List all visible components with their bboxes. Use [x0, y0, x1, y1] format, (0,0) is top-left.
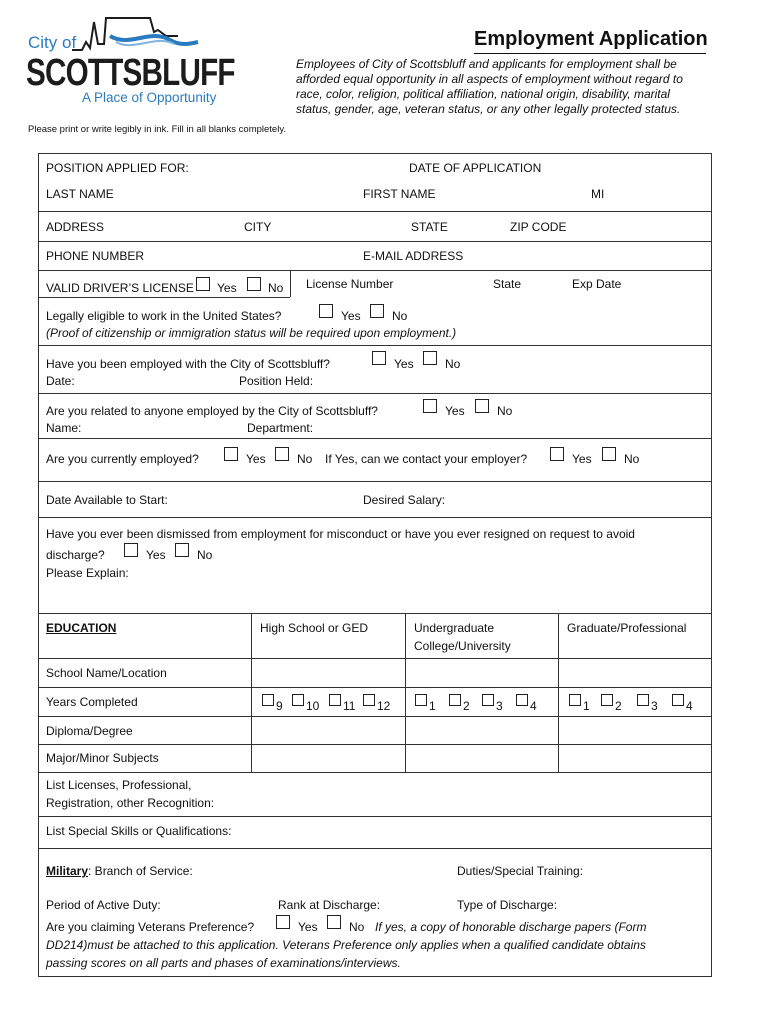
- related-no-checkbox[interactable]: [475, 399, 489, 413]
- contact-employer-yes-label: Yes: [572, 452, 592, 466]
- rank-discharge-label: Rank at Discharge:: [278, 898, 381, 912]
- duties-training-label: Duties/Special Training:: [457, 864, 584, 878]
- years-completed-label: Years Completed: [46, 695, 138, 709]
- position-applied-label: POSITION APPLIED FOR:: [46, 161, 189, 175]
- currently-employed-question: Are you currently employed?: [46, 452, 199, 466]
- education-col-graduate: Graduate/Professional: [567, 621, 687, 635]
- dismissed-yes-label: Yes: [146, 548, 166, 562]
- veterans-no-label: No: [349, 920, 365, 934]
- eligible-question: Legally eligible to work in the United States?: [46, 309, 282, 323]
- military-label: Military: [46, 864, 89, 878]
- dismissed-question: Have you ever been dismissed from employment for misconduct or have you ever resigned on request to avoid: [46, 527, 635, 541]
- grad-year-2-checkbox[interactable]: [601, 694, 613, 706]
- logo-city-of: City of: [28, 33, 77, 52]
- logo-name: SCOTTSBLUFF: [26, 52, 235, 94]
- related-department-label: Department:: [247, 421, 314, 435]
- dismissed-no-checkbox[interactable]: [175, 543, 189, 557]
- hs-year-11-checkbox[interactable]: [329, 694, 341, 706]
- eligible-yes-checkbox[interactable]: [319, 304, 333, 318]
- veterans-yes-checkbox[interactable]: [276, 915, 290, 929]
- date-of-application-label: DATE OF APPLICATION: [409, 161, 542, 175]
- school-name-label: School Name/Location: [46, 666, 167, 680]
- major-minor-label: Major/Minor Subjects: [46, 751, 159, 765]
- dismissed-question-cont: discharge?: [46, 548, 105, 562]
- ug-year-label: 1: [429, 699, 436, 713]
- city-label: CITY: [244, 220, 272, 234]
- employed-city-no-label: No: [445, 357, 461, 371]
- dismissed-no-label: No: [197, 548, 213, 562]
- education-col-high-school: High School or GED: [260, 621, 369, 635]
- related-yes-checkbox[interactable]: [423, 399, 437, 413]
- position-held-label: Position Held:: [239, 374, 314, 388]
- first-name-label: FIRST NAME: [363, 187, 436, 201]
- currently-employed-no-checkbox[interactable]: [275, 447, 289, 461]
- hs-year-10-checkbox[interactable]: [292, 694, 304, 706]
- special-skills-label: List Special Skills or Qualifications:: [46, 824, 232, 838]
- please-explain-label: Please Explain:: [46, 566, 129, 580]
- grad-year-label: 1: [583, 699, 590, 713]
- veterans-note: If yes, a copy of honorable discharge papers (Form: [375, 920, 647, 934]
- period-active-duty-label: Period of Active Duty:: [46, 898, 161, 912]
- eligible-yes-label: Yes: [341, 309, 361, 323]
- diploma-degree-label: Diploma/Degree: [46, 724, 133, 738]
- zip-code-label: ZIP CODE: [510, 220, 567, 234]
- last-name-label: LAST NAME: [46, 187, 114, 201]
- desired-salary-label: Desired Salary:: [363, 493, 446, 507]
- veterans-yes-label: Yes: [298, 920, 318, 934]
- related-question: Are you related to anyone employed by the City of Scottsbluff?: [46, 404, 378, 418]
- contact-employer-no-checkbox[interactable]: [602, 447, 616, 461]
- grad-year-1-checkbox[interactable]: [569, 694, 581, 706]
- hs-year-9-checkbox[interactable]: [262, 694, 274, 706]
- grad-year-4-checkbox[interactable]: [672, 694, 684, 706]
- employed-city-question: Have you been employed with the City of Scottsbluff?: [46, 357, 330, 371]
- hs-year-label: 10: [306, 699, 320, 713]
- veterans-note-end: passing scores on all parts and phases of examinations/interviews.: [46, 956, 401, 970]
- eeo-statement: Employees of City of Scottsbluff and applicants for employment shall be afforded equal opportunity in all aspects of employment without regard to race, color, religion, political affiliation, national origin, disability, marital status, gender, age, veteran status, or any other legally protected status.: [296, 57, 683, 116]
- currently-employed-yes-label: Yes: [246, 452, 266, 466]
- ug-year-2-checkbox[interactable]: [449, 694, 461, 706]
- ug-year-1-checkbox[interactable]: [415, 694, 427, 706]
- eligible-no-checkbox[interactable]: [370, 304, 384, 318]
- license-yes-checkbox[interactable]: [196, 277, 210, 291]
- branch-of-service-label: : Branch of Service:: [88, 864, 193, 878]
- related-yes-label: Yes: [445, 404, 465, 418]
- hs-year-label: 9: [276, 699, 283, 713]
- employed-date-label: Date:: [46, 374, 75, 388]
- skyline-logo-icon: [70, 14, 200, 56]
- ug-year-label: 3: [496, 699, 503, 713]
- grad-year-3-checkbox[interactable]: [637, 694, 649, 706]
- phone-number-label: PHONE NUMBER: [46, 249, 145, 263]
- hs-year-12-checkbox[interactable]: [363, 694, 375, 706]
- logo-tagline: A Place of Opportunity: [82, 90, 217, 105]
- exp-date-label: Exp Date: [572, 277, 622, 291]
- veterans-preference-question: Are you claiming Veterans Preference?: [46, 920, 255, 934]
- dismissed-yes-checkbox[interactable]: [124, 543, 138, 557]
- license-no-checkbox[interactable]: [247, 277, 261, 291]
- instruction-text: Please print or write legibly in ink. Fill in all blanks completely.: [28, 124, 287, 135]
- hs-year-label: 11: [343, 699, 356, 713]
- license-state-label: State: [493, 277, 522, 291]
- license-no-label: No: [268, 281, 284, 295]
- ug-year-label: 2: [463, 699, 470, 713]
- date-available-label: Date Available to Start:: [46, 493, 168, 507]
- mi-label: MI: [591, 187, 605, 201]
- related-name-label: Name:: [46, 421, 82, 435]
- grad-year-label: 3: [651, 699, 658, 713]
- contact-employer-question: If Yes, can we contact your employer?: [325, 452, 528, 466]
- page-title: Employment Application: [474, 28, 708, 50]
- contact-employer-no-label: No: [624, 452, 640, 466]
- contact-employer-yes-checkbox[interactable]: [550, 447, 564, 461]
- military-branch-row: [46, 864, 193, 878]
- ug-year-label: 4: [530, 699, 537, 713]
- education-heading: EDUCATION: [46, 621, 117, 635]
- licenses-label: List Licenses, Professional,: [46, 778, 192, 792]
- license-yes-label: Yes: [217, 281, 237, 295]
- veterans-no-checkbox[interactable]: [327, 915, 341, 929]
- discharge-type-label: Type of Discharge:: [457, 898, 558, 912]
- hs-year-label: 12: [377, 699, 391, 713]
- employed-city-yes-checkbox[interactable]: [372, 351, 386, 365]
- education-col-undergrad-1: Undergraduate: [414, 621, 495, 635]
- veterans-note-cont: DD214)must be attached to this application. Veterans Preference only applies when a qualified candidate obtains: [46, 938, 646, 952]
- ug-year-4-checkbox[interactable]: [516, 694, 528, 706]
- employed-city-yes-label: Yes: [394, 357, 414, 371]
- address-label: ADDRESS: [46, 220, 105, 234]
- education-col-undergrad-2: College/University: [414, 639, 511, 653]
- currently-employed-yes-checkbox[interactable]: [224, 447, 238, 461]
- eligible-no-label: No: [392, 309, 408, 323]
- related-no-label: No: [497, 404, 513, 418]
- drivers-license-label: VALID DRIVER’S LICENSE: [46, 281, 194, 295]
- currently-employed-no-label: No: [297, 452, 313, 466]
- grad-year-label: 2: [615, 699, 622, 713]
- email-address-label: E-MAIL ADDRESS: [363, 249, 464, 263]
- eligible-note: (Proof of citizenship or immigration status will be required upon employment.): [46, 326, 457, 340]
- grad-year-label: 4: [686, 699, 693, 713]
- license-number-label: License Number: [306, 277, 394, 291]
- licenses-label-cont: Registration, other Recognition:: [46, 796, 215, 810]
- state-label: STATE: [411, 220, 448, 234]
- ug-year-3-checkbox[interactable]: [482, 694, 494, 706]
- employed-city-no-checkbox[interactable]: [423, 351, 437, 365]
